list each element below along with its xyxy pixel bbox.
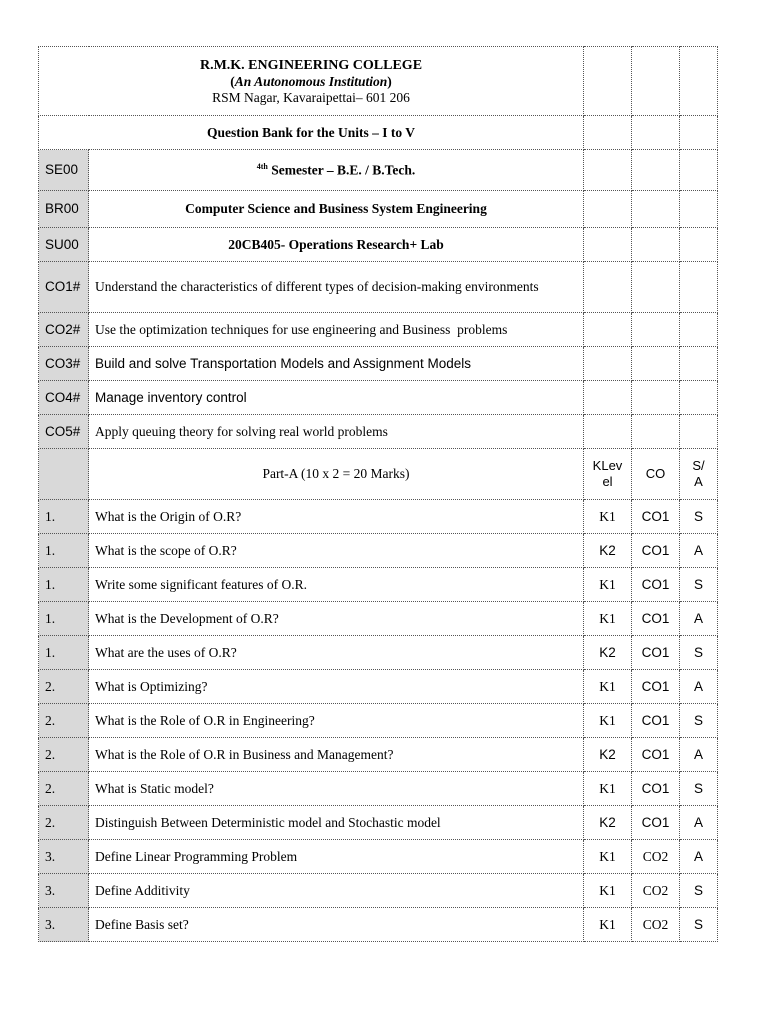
question-number: 1. [39, 568, 89, 602]
question-sa: A [680, 602, 718, 636]
question-co: CO1 [632, 500, 680, 534]
question-sa: S [680, 772, 718, 806]
question-number: 1. [39, 500, 89, 534]
question-number: 1. [39, 602, 89, 636]
question-sa: A [680, 738, 718, 772]
course-outcome-row [39, 347, 718, 381]
question-klevel: K1 [584, 500, 632, 534]
question-sa: A [680, 840, 718, 874]
question-co: CO1 [632, 806, 680, 840]
question-row [39, 772, 718, 806]
question-sa: S [680, 704, 718, 738]
question-klevel: K1 [584, 602, 632, 636]
subject-code: SU00 [39, 228, 89, 262]
question-klevel: K1 [584, 908, 632, 942]
course-outcome-code: CO5# [39, 415, 89, 449]
question-number: 2. [39, 704, 89, 738]
question-row [39, 704, 718, 738]
question-row [39, 636, 718, 670]
branch-row [39, 191, 718, 228]
subject-text: 20CB405- Operations Research+ Lab [89, 228, 584, 262]
question-number: 2. [39, 806, 89, 840]
question-row [39, 806, 718, 840]
question-sa: A [680, 534, 718, 568]
question-text: What is the Role of O.R in Engineering? [89, 704, 584, 738]
question-text: What is Static model? [89, 772, 584, 806]
question-klevel: K1 [584, 772, 632, 806]
question-text: Define Linear Programming Problem [89, 840, 584, 874]
question-bank-table [38, 46, 718, 942]
question-row [39, 602, 718, 636]
course-outcome-code: CO3# [39, 347, 89, 381]
question-text: Define Basis set? [89, 908, 584, 942]
question-klevel: K2 [584, 806, 632, 840]
question-klevel: K1 [584, 874, 632, 908]
question-text: Distinguish Between Deterministic model and Stochastic model [89, 806, 584, 840]
question-row [39, 534, 718, 568]
question-row [39, 500, 718, 534]
question-co: CO1 [632, 636, 680, 670]
question-sa: S [680, 500, 718, 534]
question-number: 3. [39, 908, 89, 942]
question-bank-title-row [39, 116, 718, 150]
course-outcome-row [39, 262, 718, 313]
question-row [39, 874, 718, 908]
question-row [39, 840, 718, 874]
semester-text: $^{4th}$ Semester – B.E. / B.Tech. [89, 150, 584, 191]
semester-code: SE00 [39, 150, 89, 191]
question-text: What is the Development of O.R? [89, 602, 584, 636]
question-bank-title: Question Bank for the Units – I to V [39, 116, 584, 150]
question-co: CO1 [632, 772, 680, 806]
question-sa: S [680, 568, 718, 602]
question-text: Define Additivity [89, 874, 584, 908]
course-outcome-code: CO1# [39, 262, 89, 313]
question-co: CO2 [632, 840, 680, 874]
question-text: What are the uses of O.R? [89, 636, 584, 670]
question-text: What is Optimizing? [89, 670, 584, 704]
semester-row [39, 150, 718, 191]
sa-column-header: S/ A [680, 449, 718, 500]
question-text: What is the Role of O.R in Business and Management? [89, 738, 584, 772]
course-outcome-row [39, 381, 718, 415]
klevel-column-header: KLev el [584, 449, 632, 500]
branch-text: Computer Science and Business System Engineering [89, 191, 584, 228]
question-row [39, 908, 718, 942]
question-co: CO2 [632, 874, 680, 908]
question-row [39, 670, 718, 704]
question-row [39, 738, 718, 772]
question-number: 2. [39, 670, 89, 704]
course-outcome-text: Use the optimization techniques for use engineering and Business problems [89, 313, 584, 347]
question-number: 3. [39, 840, 89, 874]
question-number: 2. [39, 772, 89, 806]
question-row [39, 568, 718, 602]
college-address: RSM Nagar, Kavaraipettai– 601 206 [212, 89, 410, 105]
question-klevel: K2 [584, 534, 632, 568]
question-number: 1. [39, 534, 89, 568]
course-outcome-row [39, 415, 718, 449]
question-klevel: K1 [584, 670, 632, 704]
college-header-row [39, 47, 718, 116]
co-column-header: CO [632, 449, 680, 500]
question-sa: A [680, 670, 718, 704]
question-text: Write some significant features of O.R. [89, 568, 584, 602]
course-outcome-row [39, 313, 718, 347]
question-klevel: K1 [584, 840, 632, 874]
question-co: CO1 [632, 738, 680, 772]
question-co: CO1 [632, 568, 680, 602]
college-name: R.M.K. ENGINEERING COLLEGE [199, 57, 423, 73]
course-outcome-text: Manage inventory control [89, 381, 584, 415]
question-text: What is the scope of O.R? [89, 534, 584, 568]
question-co: CO1 [632, 534, 680, 568]
question-klevel: K2 [584, 636, 632, 670]
branch-code: BR00 [39, 191, 89, 228]
question-sa: S [680, 874, 718, 908]
question-number: 1. [39, 636, 89, 670]
course-outcome-text: Build and solve Transportation Models and Assignment Models [89, 347, 584, 381]
subject-row [39, 228, 718, 262]
question-sa: A [680, 806, 718, 840]
question-klevel: K1 [584, 704, 632, 738]
college-subtitle: (An Autonomous Institution) [230, 73, 392, 89]
question-number: 2. [39, 738, 89, 772]
question-co: CO1 [632, 704, 680, 738]
part-a-header-row [39, 449, 718, 500]
question-co: CO1 [632, 602, 680, 636]
question-sa: S [680, 636, 718, 670]
course-outcome-text: Apply queuing theory for solving real world problems [89, 415, 584, 449]
course-outcome-code: CO4# [39, 381, 89, 415]
question-co: CO1 [632, 670, 680, 704]
question-sa: S [680, 908, 718, 942]
college-header-cell [39, 47, 584, 116]
course-outcome-text: Understand the characteristics of different types of decision-making environments [89, 262, 584, 313]
part-a-title: Part-A (10 x 2 = 20 Marks) [89, 449, 584, 500]
question-number: 3. [39, 874, 89, 908]
course-outcome-code: CO2# [39, 313, 89, 347]
question-klevel: K1 [584, 568, 632, 602]
question-co: CO2 [632, 908, 680, 942]
question-klevel: K2 [584, 738, 632, 772]
question-text: What is the Origin of O.R? [89, 500, 584, 534]
